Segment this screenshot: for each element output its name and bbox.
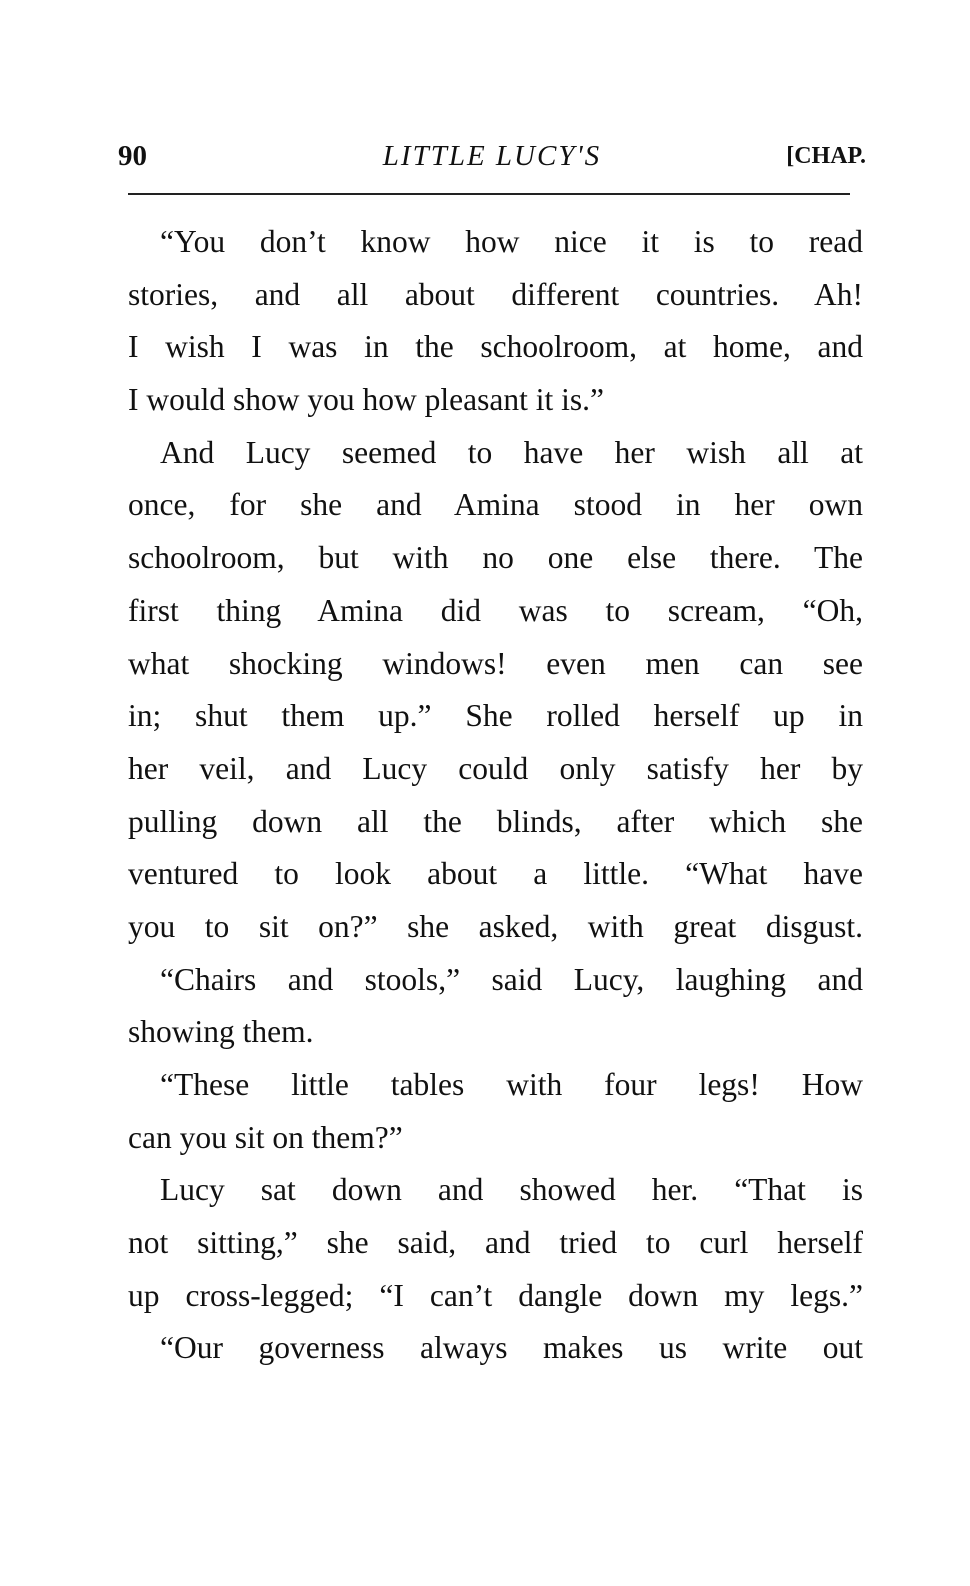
text-line: her veil, and Lucy could only satisfy her by: [128, 750, 863, 786]
text-line: once, for she and Amina stood in her own: [128, 487, 863, 523]
text-line: “Chairs and stools,” said Lucy, laughing and: [160, 961, 863, 997]
text-line: “Our governess always makes us write out: [160, 1330, 863, 1366]
text-line: Lucy sat down and showed her. “That is: [160, 1172, 863, 1208]
text-line: can you sit on them?”: [128, 1119, 403, 1155]
body-text: [128, 216, 863, 1375]
text-line: showing them.: [128, 1014, 314, 1050]
text-line: “These little tables with four legs! How: [160, 1067, 863, 1102]
page-number: 90: [118, 140, 147, 172]
running-head: [118, 140, 866, 180]
text-line: schoolroom, but with no one else there. The: [128, 540, 863, 576]
text-line: you to sit on?” she asked, with great disgust.: [128, 908, 863, 944]
text-line: ventured to look about a little. “What have: [128, 856, 863, 892]
chapter-mark: [CHAP.: [786, 143, 866, 169]
text-line: first thing Amina did was to scream, “Oh,: [128, 592, 863, 628]
text-line: I wish I was in the schoolroom, at home, and: [128, 329, 863, 365]
running-title: LITTLE LUCY'S: [382, 140, 602, 172]
text-line: And Lucy seemed to have her wish all at: [160, 434, 863, 470]
text-line: I would show you how pleasant it is.”: [128, 382, 604, 418]
text-line: up cross-legged; “I can’t dangle down my legs.”: [128, 1277, 863, 1313]
text-line: what shocking windows! even men can see: [128, 645, 863, 681]
text-line: “You don’t know how nice it is to read: [160, 224, 863, 259]
text-line: pulling down all the blinds, after which she: [128, 803, 863, 839]
header-rule: [128, 193, 850, 195]
text-line: in; shut them up.” She rolled herself up in: [128, 698, 863, 734]
text-line: not sitting,” she said, and tried to curl herself: [128, 1225, 863, 1261]
text-line: stories, and all about different countries. Ah!: [128, 276, 863, 312]
